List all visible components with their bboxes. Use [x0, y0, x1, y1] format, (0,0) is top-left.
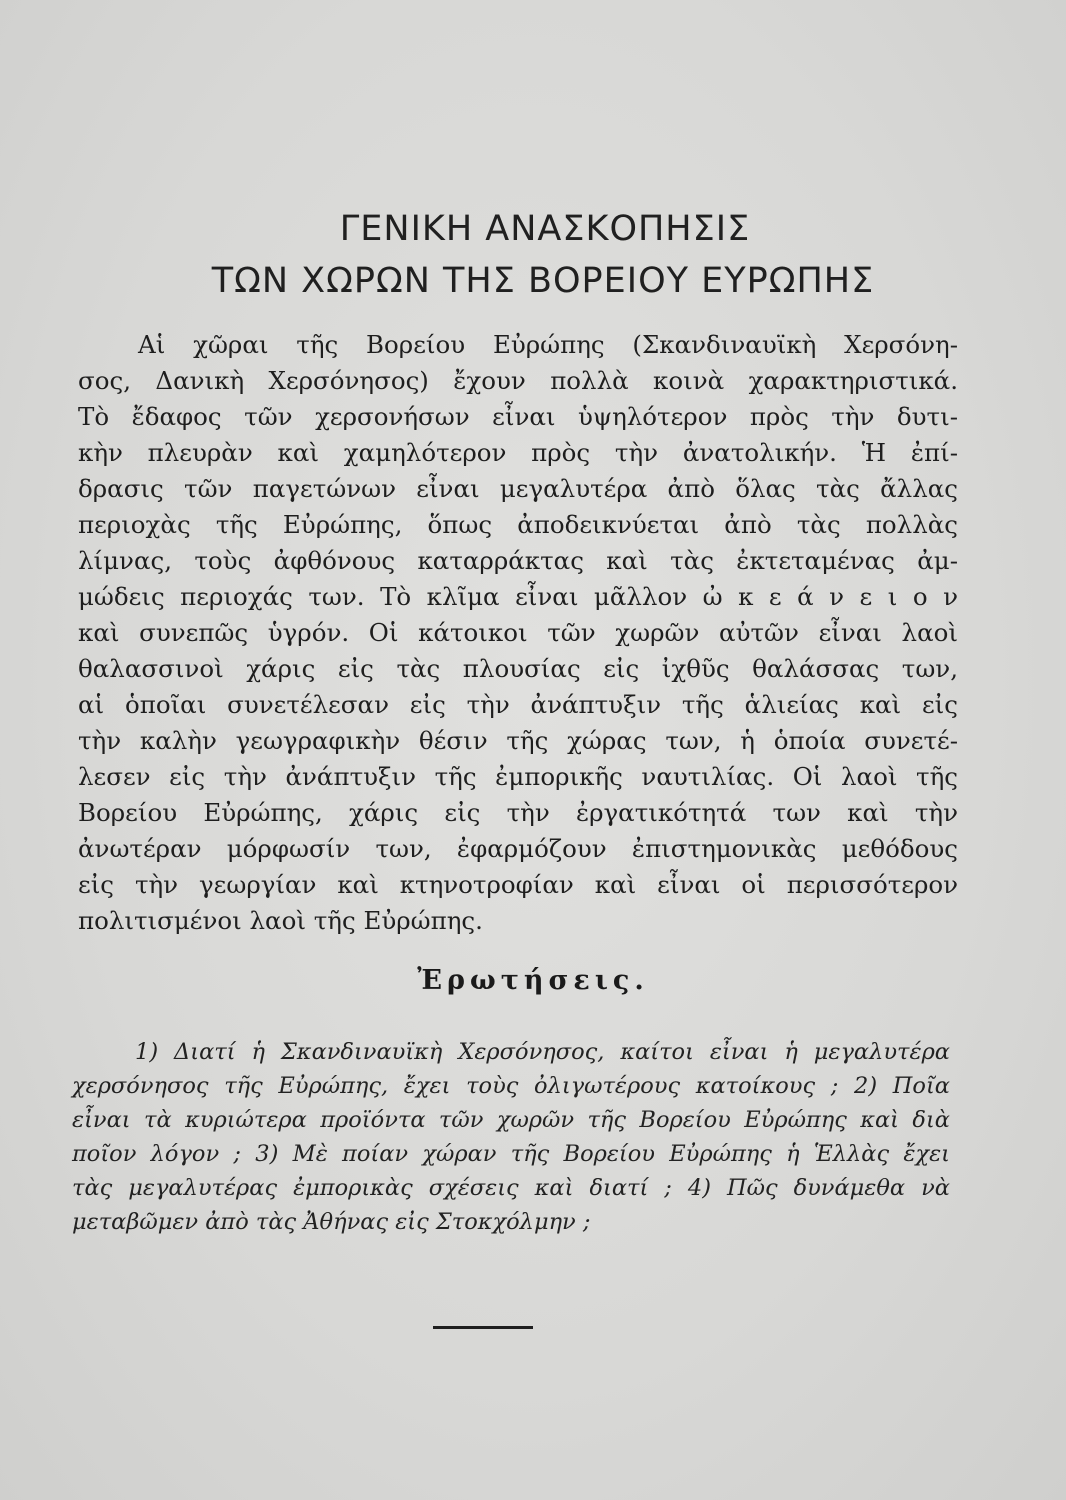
body-line: ἀνωτέραν μόρφωσίν των, ἐφαρμόζουν ἐπιστημονικὰς μεθόδους	[78, 834, 958, 863]
question-line: χερσόνησος τῆς Εὐρώπης, ἔχει τοὺς ὀλιγωτέρους κατοίκους ; 2) Ποῖα	[72, 1073, 950, 1099]
page-title-line-2: ΤΩΝ ΧΩΡΩΝ ΤΗΣ ΒΟΡΕΙΟΥ ΕΥΡΩΠΗΣ	[211, 261, 875, 301]
body-line: Τὸ ἔδαφος τῶν χερσονήσων εἶναι ὑψηλότερον πρὸς τὴν δυτι-	[78, 402, 958, 431]
body-line: αἱ ὁποῖαι συνετέλεσαν εἰς τὴν ἀνάπτυξιν τῆς ἁλιείας καὶ εἰς	[78, 690, 958, 719]
body-line: εἰς τὴν γεωργίαν καὶ κτηνοτροφίαν καὶ εἶναι οἱ περισσότερον	[78, 870, 958, 899]
end-divider	[433, 1326, 533, 1329]
body-line: μώδεις περιοχάς των. Τὸ κλῖμα εἶναι μᾶλλον ὠ κ ε ά ν ε ι ο ν	[78, 582, 958, 611]
body-line: δρασις τῶν παγετώνων εἶναι μεγαλυτέρα ἀπὸ ὅλας τὰς ἄλλας	[78, 474, 958, 503]
body-line: σος, Δανικὴ Χερσόνησος) ἔχουν πολλὰ κοινὰ χαρακτηριστικά.	[78, 366, 958, 395]
question-line: μεταβῶμεν ἀπὸ τὰς Ἀθήνας εἰς Στοκχόλμην ;	[72, 1209, 591, 1235]
body-line: Αἱ χῶραι τῆς Βορείου Εὐρώπης (Σκανδιναυϊκὴ Χερσόνη-	[138, 330, 958, 359]
question-line: ποῖον λόγον ; 3) Μὲ ποίαν χώραν τῆς Βορείου Εὐρώπης ἡ Ἑλλὰς ἔχει	[72, 1141, 950, 1167]
body-line: λεσεν εἰς τὴν ἀνάπτυξιν τῆς ἐμπορικῆς ναυτιλίας. Οἱ λαοὶ τῆς	[78, 762, 958, 791]
questions-heading: Ἐρωτήσεις.	[417, 965, 649, 996]
body-line: λίμνας, τοὺς ἀφθόνους καταρράκτας καὶ τὰς ἐκτεταμένας ἀμ-	[78, 546, 958, 575]
body-line: πολιτισμένοι λαοὶ τῆς Εὐρώπης.	[78, 906, 483, 935]
body-line: θαλασσινοὶ χάρις εἰς τὰς πλουσίας εἰς ἰχθῦς θαλάσσας των,	[78, 654, 958, 683]
body-line: κὴν πλευρὰν καὶ χαμηλότερον πρὸς τὴν ἀνατολικήν. Ἡ ἐπί-	[78, 438, 958, 467]
question-line: εἶναι τὰ κυριώτερα προϊόντα τῶν χωρῶν τῆς Βορείου Εὐρώπης καὶ διὰ	[72, 1107, 950, 1133]
body-line: περιοχὰς τῆς Εὐρώπης, ὅπως ἀποδεικνύεται ἀπὸ τὰς πολλὰς	[78, 510, 958, 539]
body-line: Βορείου Εὐρώπης, χάρις εἰς τὴν ἐργατικότητά των καὶ τὴν	[78, 798, 958, 827]
question-line: 1) Διατί ἡ Σκανδιναυϊκὴ Χερσόνησος, καίτοι εἶναι ἡ μεγαλυτέρα	[135, 1039, 950, 1065]
body-line: τὴν καλὴν γεωγραφικὴν θέσιν τῆς χώρας των, ἡ ὁποία συνετέ-	[78, 726, 958, 755]
question-line: τὰς μεγαλυτέρας ἐμπορικὰς σχέσεις καὶ διατί ; 4) Πῶς δυνάμεθα νὰ	[72, 1175, 950, 1201]
body-line: καὶ συνεπῶς ὑγρόν. Οἱ κάτοικοι τῶν χωρῶν αὐτῶν εἶναι λαοὶ	[78, 618, 958, 647]
page-title-line-1: ΓΕΝΙΚΗ ΑΝΑΣΚΟΠΗΣΙΣ	[339, 209, 751, 249]
